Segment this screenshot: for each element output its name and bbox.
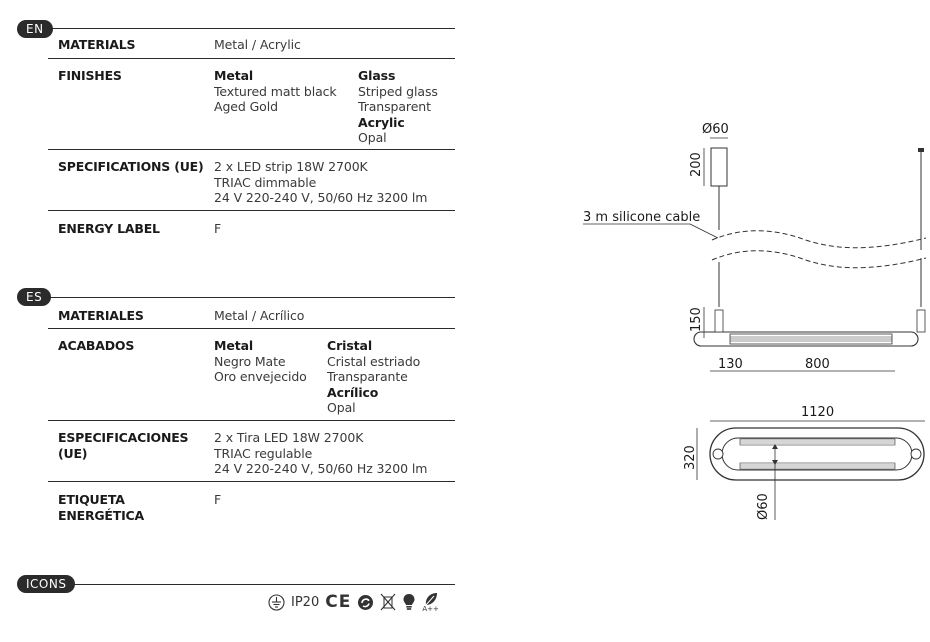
materials-label: MATERIALS <box>58 37 136 52</box>
ip20-icon: IP20 <box>291 594 320 610</box>
finishes-metal-items: Textured matt black Aged Gold <box>214 83 337 114</box>
specs-value: 2 x LED strip 18W 2700K TRIAC dimmable 24 V 220-240 V, 50/60 Hz 3200 lm <box>214 159 428 205</box>
section-tag-line <box>48 297 455 298</box>
acabados-metal <box>214 338 307 385</box>
acabados-metal-items: Negro Mate Oro envejecido <box>214 353 307 384</box>
energy-label: ENERGY LABEL <box>58 221 160 236</box>
finishes-glass-items: Striped glass Transparent <box>358 83 438 114</box>
section-tag-line <box>48 28 455 29</box>
led-bulb-icon <box>402 593 416 611</box>
energy-value: F <box>214 221 222 236</box>
total-length-label: 1120 <box>801 405 835 420</box>
acabados-acrilico-items: Opal <box>327 400 356 415</box>
divider <box>48 149 455 150</box>
section-tag-line <box>70 584 455 585</box>
acabados-cristal-items: Cristal estriado Transparante <box>327 353 421 384</box>
acabados-label: ACABADOS <box>58 338 135 353</box>
acabados-cristal <box>327 338 420 416</box>
etiqueta-label: ETIQUETA ENERGÉTICA <box>58 492 144 523</box>
canopy-diameter-label: Ø60 <box>702 122 729 137</box>
especificaciones-value: 2 x Tira LED 18W 2700K TRIAC regulable 24 V 220-240 V, 50/60 Hz 3200 lm <box>214 430 428 476</box>
finishes-acrylic-title: Acrylic <box>358 114 405 130</box>
energy-leaf-icon <box>422 592 439 613</box>
certification-icons <box>268 591 439 613</box>
materials-value: Metal / Acrylic <box>214 37 301 52</box>
drop-height-label: 150 <box>689 307 704 332</box>
finishes-metal-title: Metal <box>214 68 254 83</box>
divider <box>48 420 455 421</box>
divider <box>48 481 455 482</box>
side-offset-label: 130 <box>718 357 743 372</box>
finishes-metal <box>214 68 337 115</box>
etiqueta-value: F <box>214 492 222 507</box>
finishes-glass <box>358 68 438 146</box>
finishes-glass-title: Glass <box>358 68 396 83</box>
ce-mark-icon: CE <box>325 592 352 612</box>
acabados-acrilico-title: Acrílico <box>327 384 379 400</box>
acabados-cristal-title: Cristal <box>327 338 373 353</box>
specs-label: SPECIFICATIONS (UE) <box>58 159 204 174</box>
cable-label: 3 m silicone cable <box>583 210 701 225</box>
weee-bin-icon <box>380 593 396 611</box>
finishes-label: FINISHES <box>58 68 122 83</box>
divider <box>48 210 455 211</box>
strip-length-label: 800 <box>805 357 830 372</box>
width-label: 320 <box>683 445 698 470</box>
earth-ground-icon <box>268 594 285 611</box>
tube-diameter-label: Ø60 <box>756 493 771 520</box>
acabados-metal-title: Metal <box>214 338 254 353</box>
materiales-label: MATERIALES <box>58 308 144 323</box>
finishes-acrylic-items: Opal <box>358 130 387 145</box>
section-tag-icons: ICONS <box>17 575 75 593</box>
divider <box>48 58 455 59</box>
recycle-icon <box>357 594 374 611</box>
canopy <box>711 148 727 186</box>
materiales-value: Metal / Acrílico <box>214 308 305 323</box>
cable-break <box>712 231 926 248</box>
energy-class-label: A++ <box>422 604 439 613</box>
section-tag-en: EN <box>17 20 53 38</box>
especificaciones-label: ESPECIFICACIONES (UE) <box>58 430 189 461</box>
canopy-height-label: 200 <box>689 152 704 177</box>
section-tag-es: ES <box>17 288 51 306</box>
technical-drawing <box>570 110 930 530</box>
divider <box>48 328 455 329</box>
